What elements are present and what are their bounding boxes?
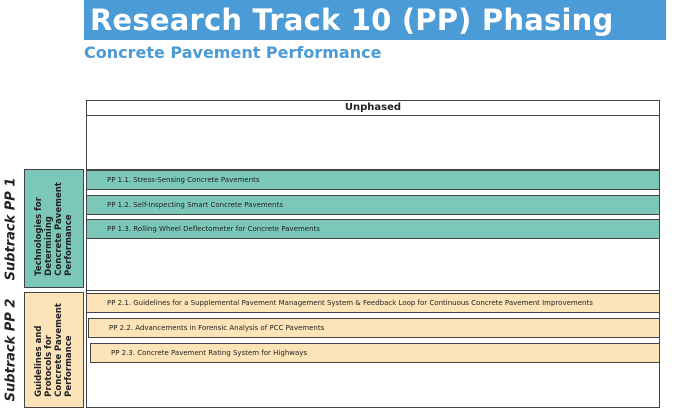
subtrack-pp1-group-label: Technologies for Determining Concrete Pavement Performance: [34, 181, 74, 276]
task-bar-pp-2-2[interactable]: PP 2.2. Advancements in Forensic Analysis of PCC Pavements: [88, 318, 660, 338]
task-bar-pp-1-1[interactable]: PP 1.1. Stress-Sensing Concrete Pavements: [86, 170, 660, 190]
page-title: Research Track 10 (PP) Phasing: [90, 3, 614, 37]
subtrack-pp2-label: Subtrack PP 2: [3, 298, 19, 402]
subtrack-pp1-label: Subtrack PP 1: [3, 177, 19, 280]
task-bar-pp-2-1[interactable]: PP 2.1. Guidelines for a Supplemental Pavement Management System & Feedback Loop for Continuous Concrete Pavement Improvements: [86, 293, 660, 313]
subtrack-pp2-group-label: Guidelines and Protocols for Concrete Pavement Performance: [34, 303, 74, 397]
task-bar-pp-1-2[interactable]: PP 1.2. Self-Inspecting Smart Concrete Pavements: [86, 195, 660, 215]
subtrack-divider: [86, 290, 660, 291]
page-subtitle: Concrete Pavement Performance: [84, 43, 382, 62]
subtrack-pp2-group: [24, 292, 84, 408]
unphased-column-header: Unphased: [86, 100, 660, 116]
task-bar-pp-1-3[interactable]: PP 1.3. Rolling Wheel Deflectometer for Concrete Pavements: [86, 219, 660, 239]
task-bar-pp-2-3[interactable]: PP 2.3. Concrete Pavement Rating System for Highways: [90, 343, 660, 363]
subtrack-pp1-group: [24, 169, 84, 288]
